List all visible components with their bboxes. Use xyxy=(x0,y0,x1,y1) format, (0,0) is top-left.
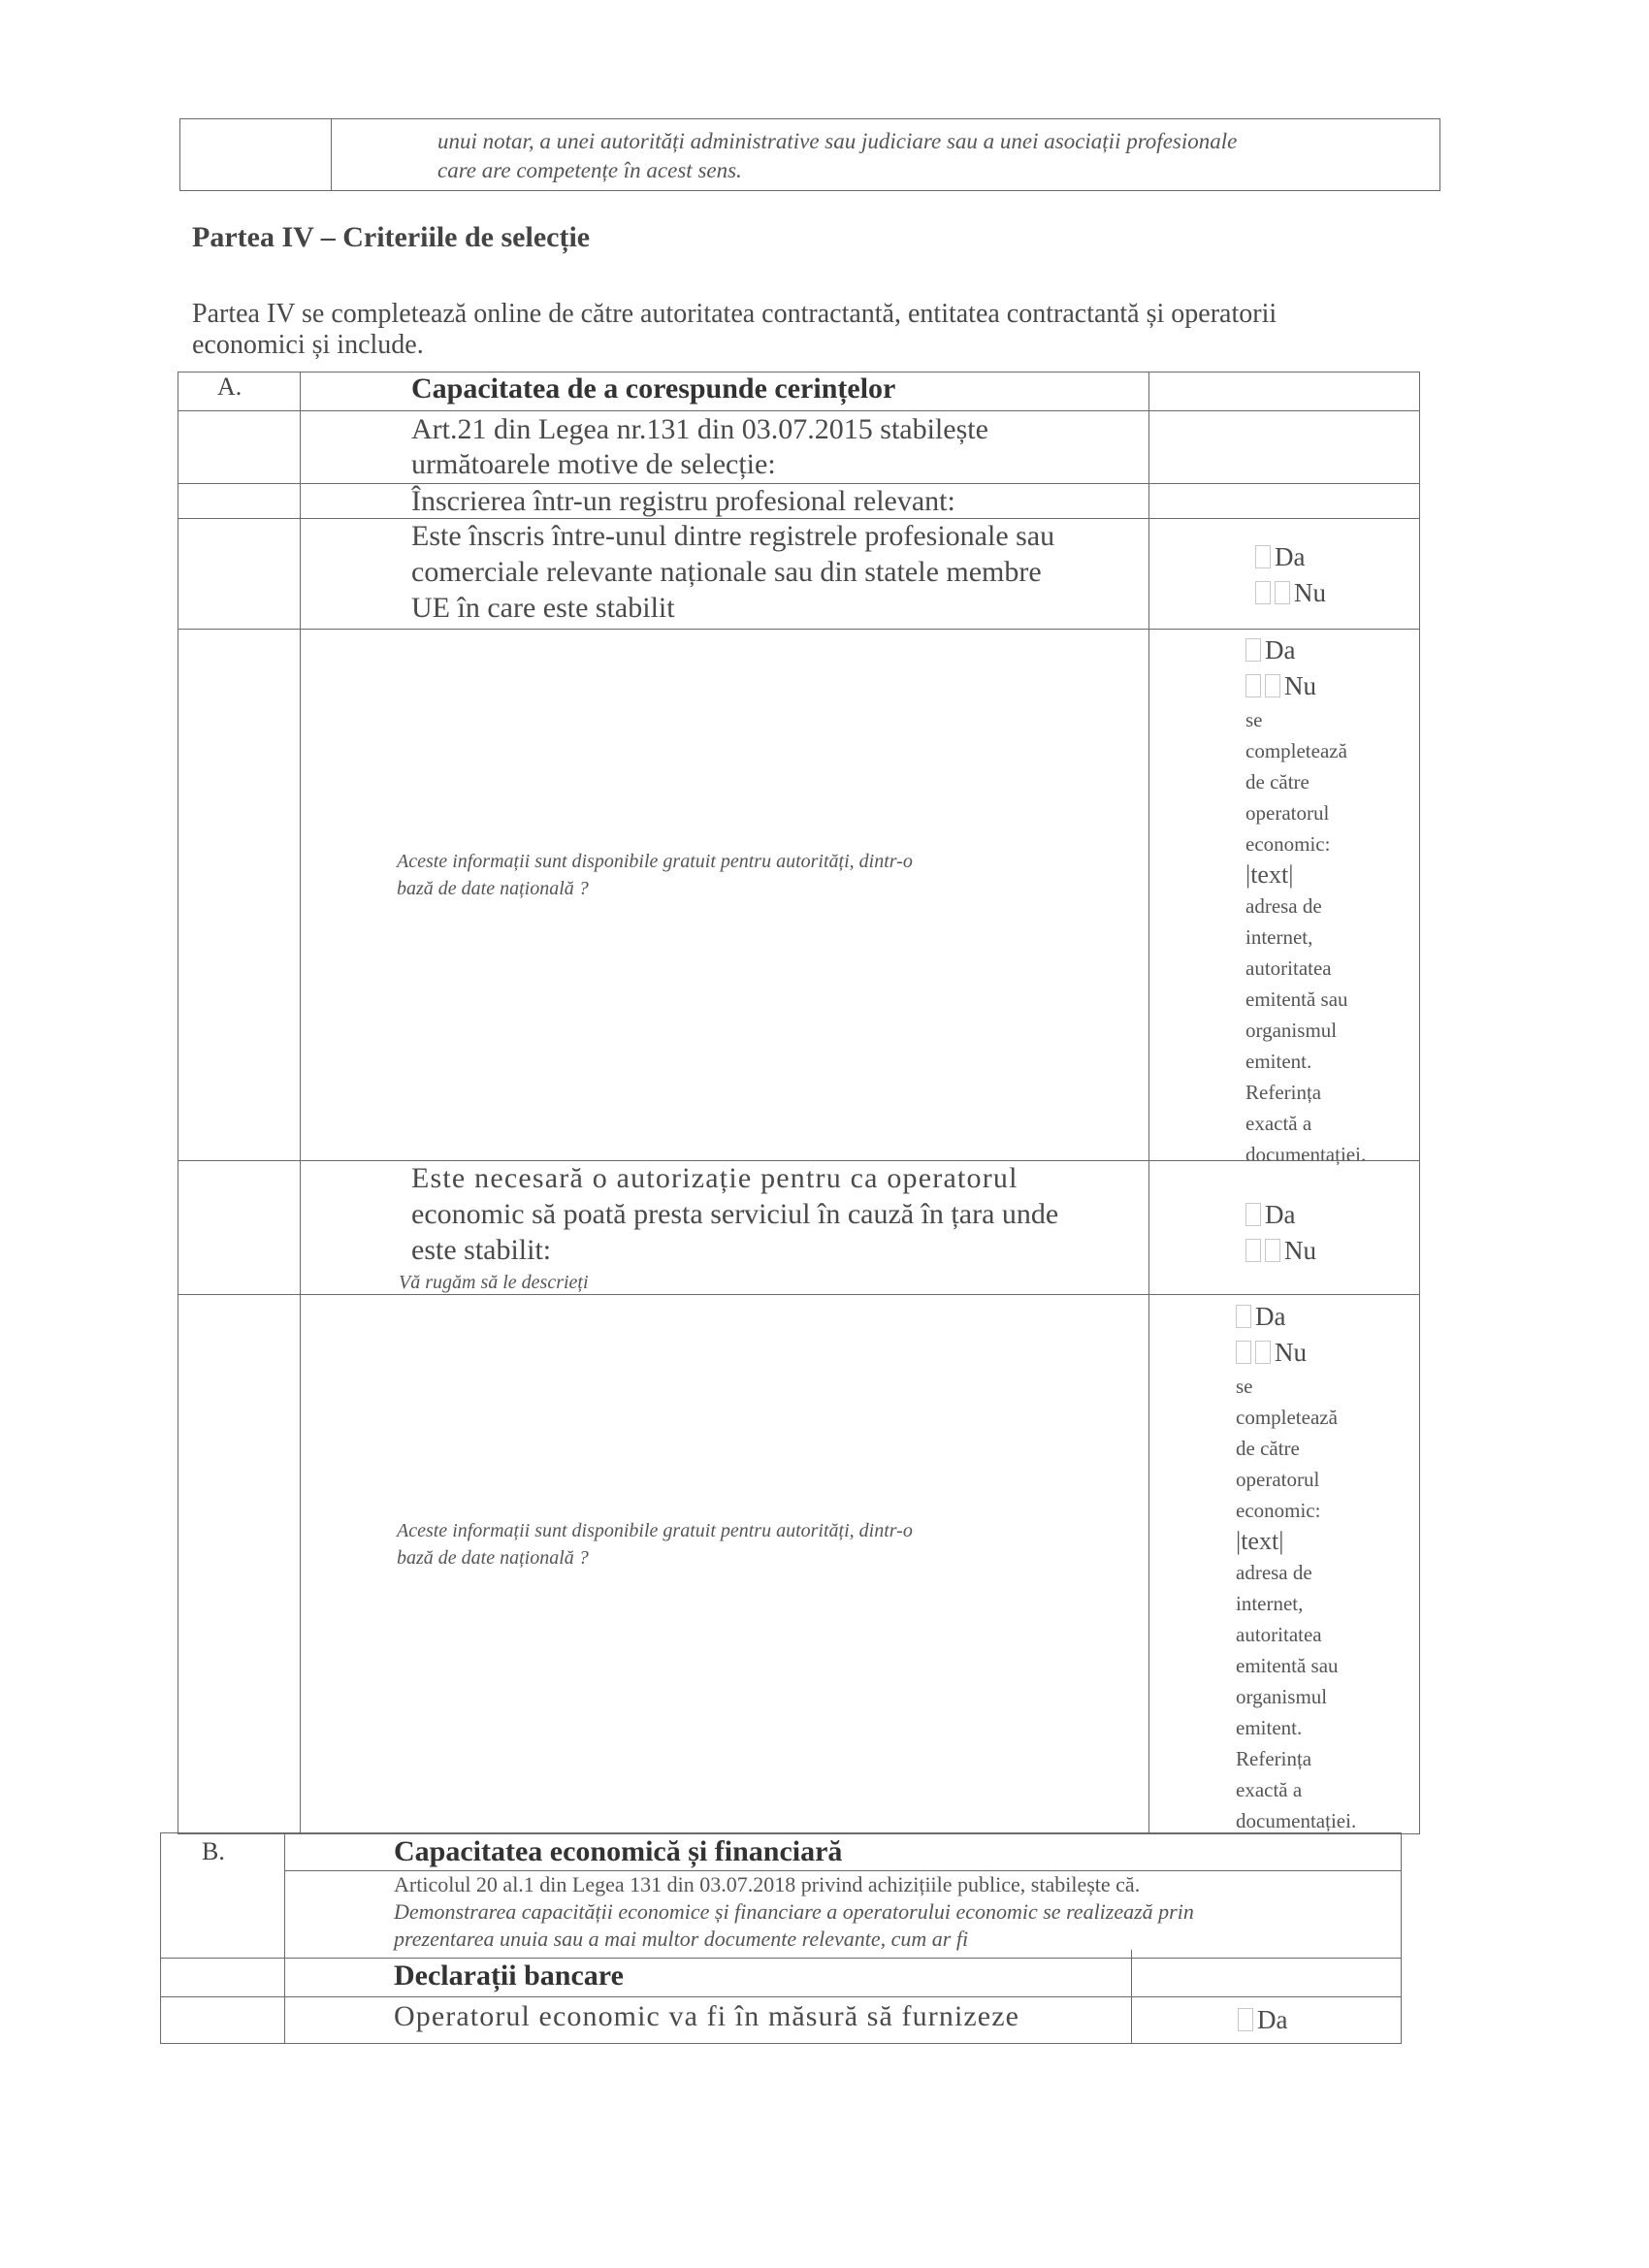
checkbox-icon xyxy=(1245,1239,1261,1262)
section-a-art-1: Art.21 din Legea nr.131 din 03.07.2015 stabilește xyxy=(411,413,988,445)
section-a-q2-3: este stabilit: xyxy=(411,1234,552,1266)
col-divider-1 xyxy=(300,373,301,1833)
info1-note: se completează de către operatorul economic: |text| adresa de internet, autoritatea emitentă sau organismul emitent. Referința exactă a documentației. xyxy=(1245,708,1367,1166)
col-divider-2 xyxy=(1148,373,1149,1833)
top-row-text-1: unui notar, a unei autorități administrative sau judiciare sau a unei asociații profesionale xyxy=(437,129,1238,153)
section-a-info-1b: bază de date națională ? xyxy=(397,878,589,899)
last-choice-da[interactable]: Da xyxy=(1238,2002,1287,2038)
section-a-info-2a: Aceste informații sunt disponibile gratuit pentru autorități, dintr-o xyxy=(397,1520,913,1541)
info1-choice-nu[interactable]: Nu xyxy=(1245,668,1410,704)
intro-line-2: economici și include. xyxy=(192,330,424,360)
section-a-inscriere: Înscrierea într-un registru profesional relevant: xyxy=(411,485,955,517)
section-a-q2-1: Este necesară o autorizație pentru ca operatorul xyxy=(411,1162,1018,1194)
section-b-art-1: Articolul 20 al.1 din Legea 131 din 03.07.2018 privind achizițiile publice, stabilește că. xyxy=(394,1872,1141,1896)
section-b-art-2: Demonstrarea capacității economice și financiare a operatorului economic se realizează prin xyxy=(394,1899,1194,1924)
info1-choice-da[interactable]: Da xyxy=(1245,632,1410,668)
top-row-text-2: care are competențe în acest sens. xyxy=(437,158,742,182)
checkbox-icon xyxy=(1255,545,1271,568)
section-a-q2-4: Vă rugăm să le descrieți xyxy=(399,1272,589,1293)
section-b-table xyxy=(160,1832,1402,2044)
info2-choice-da[interactable]: Da xyxy=(1236,1299,1415,1335)
checkbox-icon xyxy=(1275,581,1290,604)
section-title: Partea IV – Criteriile de selecție xyxy=(192,221,591,253)
q1-choice-da[interactable]: Da xyxy=(1255,539,1305,575)
q2-choice-nu[interactable]: Nu xyxy=(1245,1233,1316,1269)
row-line xyxy=(161,1996,1401,1997)
section-b-declaratii: Declarații bancare xyxy=(394,1960,624,1992)
section-a-q2-2: economic să poată presta serviciul în cauză în țara unde xyxy=(411,1198,1059,1230)
q1-choice-nu[interactable]: Nu xyxy=(1255,575,1326,611)
section-a-info-1a: Aceste informații sunt disponibile gratuit pentru autorități, dintr-o xyxy=(397,851,913,872)
info2-choice-nu[interactable]: Nu xyxy=(1236,1335,1415,1371)
section-b-letter: B. xyxy=(202,1837,225,1865)
section-b-last-row: Operatorul economic va fi în măsură să furnizeze xyxy=(394,2000,1020,2032)
section-a-info-2b: bază de date națională ? xyxy=(397,1547,589,1569)
top-row-divider xyxy=(331,119,332,190)
q2-choice-da[interactable]: Da xyxy=(1245,1197,1295,1233)
col-divider-3 xyxy=(1419,373,1420,1833)
section-a-heading: Capacitatea de a corespunde cerințelor xyxy=(411,373,896,405)
checkbox-icon xyxy=(1255,581,1271,604)
section-b-art-3: prezentarea unuia sau a mai multor documente relevante, cum ar fi xyxy=(394,1927,969,1951)
section-a-q1-3: UE în care este stabilit xyxy=(411,592,675,624)
checkbox-icon xyxy=(1255,1341,1271,1364)
selection-table xyxy=(178,372,1420,1834)
info2-note: se completează de către operatorul economic: |text| adresa de internet, autoritatea emitentă sau organismul emitent. Referința exactă a documentației. xyxy=(1236,1375,1357,1832)
section-b-heading: Capacitatea economică și financiară xyxy=(394,1835,843,1867)
col-divider-b1 xyxy=(284,1833,285,2043)
checkbox-icon xyxy=(1245,1203,1261,1226)
info-choices-1 xyxy=(1245,632,1410,1170)
row-line xyxy=(284,1870,1401,1871)
section-a-q1-1: Este înscris între-unul dintre registrele profesionale sau xyxy=(411,520,1055,552)
top-table-row xyxy=(179,118,1440,191)
row-line xyxy=(178,1294,1420,1295)
section-a-letter: A. xyxy=(217,373,242,401)
row-line xyxy=(178,629,1420,630)
checkbox-icon xyxy=(1265,674,1280,697)
checkbox-icon xyxy=(1236,1341,1251,1364)
checkbox-icon xyxy=(1245,638,1261,662)
section-a-art-2: următoarele motive de selecție: xyxy=(411,448,776,480)
info-choices-2 xyxy=(1236,1299,1415,1836)
row-line xyxy=(161,1958,1401,1959)
section-a-q1-2: comerciale relevante naționale sau din statele membre xyxy=(411,556,1042,588)
checkbox-icon xyxy=(1245,674,1261,697)
intro-line-1: Partea IV se completează online de către autoritatea contractantă, entitatea contractantă și operatorii xyxy=(192,299,1277,329)
checkbox-icon xyxy=(1265,1239,1280,1262)
checkbox-icon xyxy=(1238,2008,1253,2031)
checkbox-icon xyxy=(1236,1305,1251,1328)
